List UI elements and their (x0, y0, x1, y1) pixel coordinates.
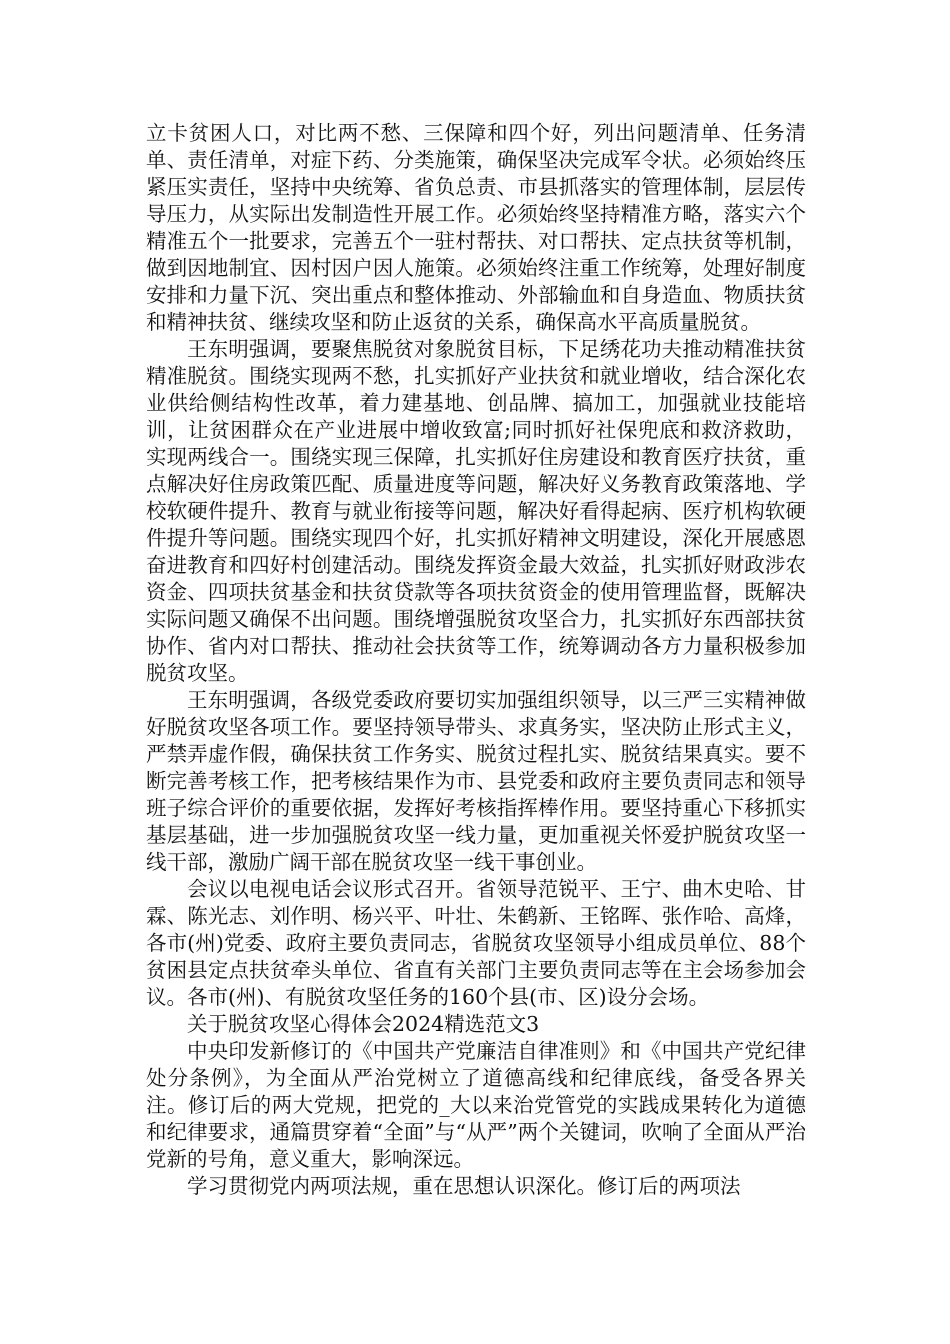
document-page (146, 120, 806, 1200)
paragraph: 王东明强调，各级党委政府要切实加强组织领导，以三严三实精神做好脱贫攻坚各项工作。要坚持领导带头、求真务实，坚决防止形式主义，严禁弄虚作假，确保扶贫工作务实、脱贫过程扎实、脱贫结果真实。要不断完善考核工作，把考核结果作为市、县党委和政府主要负责同志和领导班子综合评价的重要依据，发挥好考核指挥棒作用。要坚持重心下移抓实基层基础，进一步加强脱贫攻坚一线力量，更加重视关怀爱护脱贫攻坚一线干部，激励广阔干部在脱贫攻坚一线干事创业。 (146, 688, 806, 874)
paragraph: 王东明强调，要聚焦脱贫对象脱贫目标，下足绣花功夫推动精准扶贫精准脱贫。围绕实现两不愁，扎实抓好产业扶贫和就业增收，结合深化农业供给侧结构性改革，着力建基地、创品牌、搞加工，加强就业技能培训，让贫困群众在产业进展中增收致富;同时抓好社保兜底和救济救助，实现两线合一。围绕实现三保障，扎实抓好住房建设和教育医疗扶贫，重点解决好住房政策匹配、质量进度等问题，解决好义务教育政策落地、学校软硬件提升、教育与就业衔接等问题，解决好看得起病、医疗机构软硬件提升等问题。围绕实现四个好，扎实抓好精神文明建设，深化开展感恩奋进教育和四好村创建活动。围绕发挥资金最大效益，扎实抓好财政涉农资金、四项扶贫基金和扶贫贷款等各项扶贫资金的使用管理监督，既解决实际问题又确保不出问题。围绕增强脱贫攻坚合力，扎实抓好东西部扶贫协作、省内对口帮扶、推动社会扶贫等工作，统筹调动各方力量积极参加脱贫攻坚。 (146, 337, 806, 685)
paragraph: 会议以电视电话会议形式召开。省领导范锐平、王宁、曲木史哈、甘霖、陈光志、刘作明、杨兴平、叶壮、朱鹤新、王铭晖、张作哈、高烽，各市(州)党委、政府主要负责同志，省脱贫攻坚领导小组成员单位、88个贫困县定点扶贫牵头单位、省直有关部门主要负责同志等在主会场参加会议。各市(州)、有脱贫攻坚任务的160个县(市、区)设分会场。 (146, 877, 806, 1009)
paragraph: 学习贯彻党内两项法规，重在思想认识深化。修订后的两项法 (187, 1174, 741, 1198)
section-heading: 关于脱贫攻坚心得体会2024精选范文3 (187, 1012, 540, 1036)
paragraph: 中央印发新修订的《中国共产党廉洁自律准则》和《中国共产党纪律处分条例》，为全面从严治党树立了道德高线和纪律底线，备受各界关注。修订后的两大党规，把党的_大以来治党管党的实践成果转化为道德和纪律要求，通篇贯穿着“全面”与“从严”两个关键词，吹响了全面从严治党新的号角，意义重大，影响深远。 (146, 1039, 806, 1171)
paragraph-continued: 立卡贫困人口，对比两不愁、三保障和四个好，列出问题清单、任务清单、责任清单，对症下药、分类施策，确保坚决完成军令状。必须始终压紧压实责任，坚持中央统筹、省负总责、市县抓落实的管理体制，层层传导压力，从实际出发制造性开展工作。必须始终坚持精准方略，落实六个精准五个一批要求，完善五个一驻村帮扶、对口帮扶、定点扶贫等机制，做到因地制宜、因村因户因人施策。必须始终注重工作统筹，处理好制度安排和力量下沉、突出重点和整体推动、外部输血和自身造血、物质扶贫和精神扶贫、继续攻坚和防止返贫的关系，确保高水平高质量脱贫。 (146, 121, 806, 334)
